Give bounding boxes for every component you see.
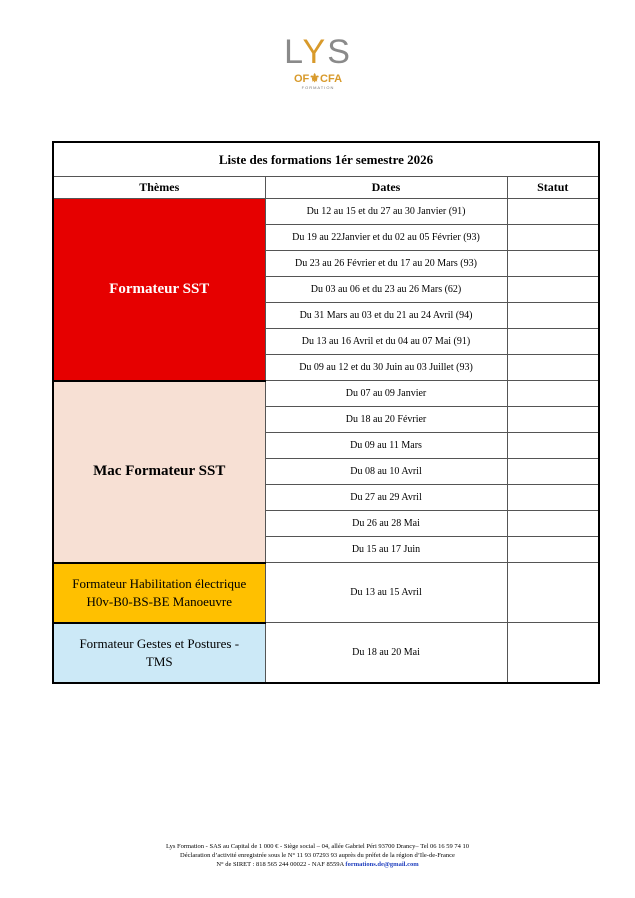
table-row — [53, 563, 599, 623]
status-cell — [507, 485, 599, 511]
date-cell: Du 31 Mars au 03 et du 21 au 24 Avril (94) — [265, 303, 507, 329]
theme-habilitation-electrique — [53, 563, 265, 623]
date-cell: Du 18 au 20 Février — [265, 407, 507, 433]
date-cell: Du 26 au 28 Mai — [265, 511, 507, 537]
footer-line: Lys Formation - SAS au Capital de 1 000 € - Siège social – 04, allée Gabriel Péri 93700 Drancy– Tel 06 16 59 74 10 — [165, 843, 470, 850]
logo-tagline: FORMATION — [301, 85, 335, 90]
status-cell — [507, 381, 599, 407]
logo-wordmark: LYS — [284, 33, 352, 71]
footer-email[interactable]: formations.de@gmail.com — [345, 861, 419, 868]
table-row — [53, 381, 599, 407]
status-cell — [507, 563, 599, 623]
status-cell — [507, 225, 599, 251]
status-cell — [507, 537, 599, 563]
table-row — [53, 623, 599, 684]
theme-line: TMS — [145, 653, 173, 669]
date-cell: Du 12 au 15 et du 27 au 30 Janvier (91) — [265, 199, 507, 225]
date-cell: Du 15 au 17 Juin — [265, 537, 507, 563]
theme-mac-formateur-sst: Mac Formateur SST — [53, 381, 265, 563]
theme-gestes-postures — [53, 623, 265, 684]
logo-subtitle: OF⚜CFA — [293, 71, 343, 85]
footer-line: Déclaration d’activité enregistrée sous le N° 11 93 07293 93 auprès du préfet de la région d’Ile-de-France — [180, 852, 455, 859]
status-cell — [507, 277, 599, 303]
date-cell: Du 19 au 22Janvier et du 02 au 05 Février (93) — [265, 225, 507, 251]
theme-line: Formateur Habilitation électrique — [72, 575, 247, 591]
header-dates: Dates — [265, 177, 507, 199]
status-cell — [507, 623, 599, 684]
header-statut: Statut — [507, 177, 599, 199]
fleur-de-lis-icon: ⚜ — [309, 71, 321, 85]
date-cell: Du 23 au 26 Février et du 17 au 20 Mars (93) — [265, 251, 507, 277]
status-cell — [507, 303, 599, 329]
formations-table — [52, 141, 600, 684]
date-cell: Du 08 au 10 Avril — [265, 459, 507, 485]
status-cell — [507, 407, 599, 433]
date-cell: Du 09 au 11 Mars — [265, 433, 507, 459]
status-cell — [507, 433, 599, 459]
page-footer — [0, 842, 635, 869]
status-cell — [507, 199, 599, 225]
date-cell: Du 03 au 06 et du 23 au 26 Mars (62) — [265, 277, 507, 303]
status-cell — [507, 251, 599, 277]
status-cell — [507, 511, 599, 537]
theme-line: H0v-B0-BS-BE Manoeuvre — [86, 593, 232, 609]
date-cell: Du 07 au 09 Janvier — [265, 381, 507, 407]
status-cell — [507, 355, 599, 381]
status-cell — [507, 329, 599, 355]
theme-line: Formateur Gestes et Postures - — [79, 635, 240, 651]
date-cell: Du 27 au 29 Avril — [265, 485, 507, 511]
table-row — [53, 199, 599, 225]
date-cell: Du 13 au 16 Avril et du 04 au 07 Mai (91) — [265, 329, 507, 355]
date-cell: Du 09 au 12 et du 30 Juin au 03 Juillet (93) — [265, 355, 507, 381]
header-themes: Thèmes — [53, 177, 265, 199]
date-cell: Du 18 au 20 Mai — [265, 623, 507, 684]
theme-formateur-sst: Formateur SST — [53, 199, 265, 381]
lys-logo — [282, 34, 354, 100]
date-cell: Du 13 au 15 Avril — [265, 563, 507, 623]
table-title: Liste des formations 1ér semestre 2026 — [53, 142, 599, 177]
status-cell — [507, 459, 599, 485]
footer-line: N° de SIRET : 818 565 244 00022 - NAF 8559A formations.de@gmail.com — [216, 861, 419, 868]
